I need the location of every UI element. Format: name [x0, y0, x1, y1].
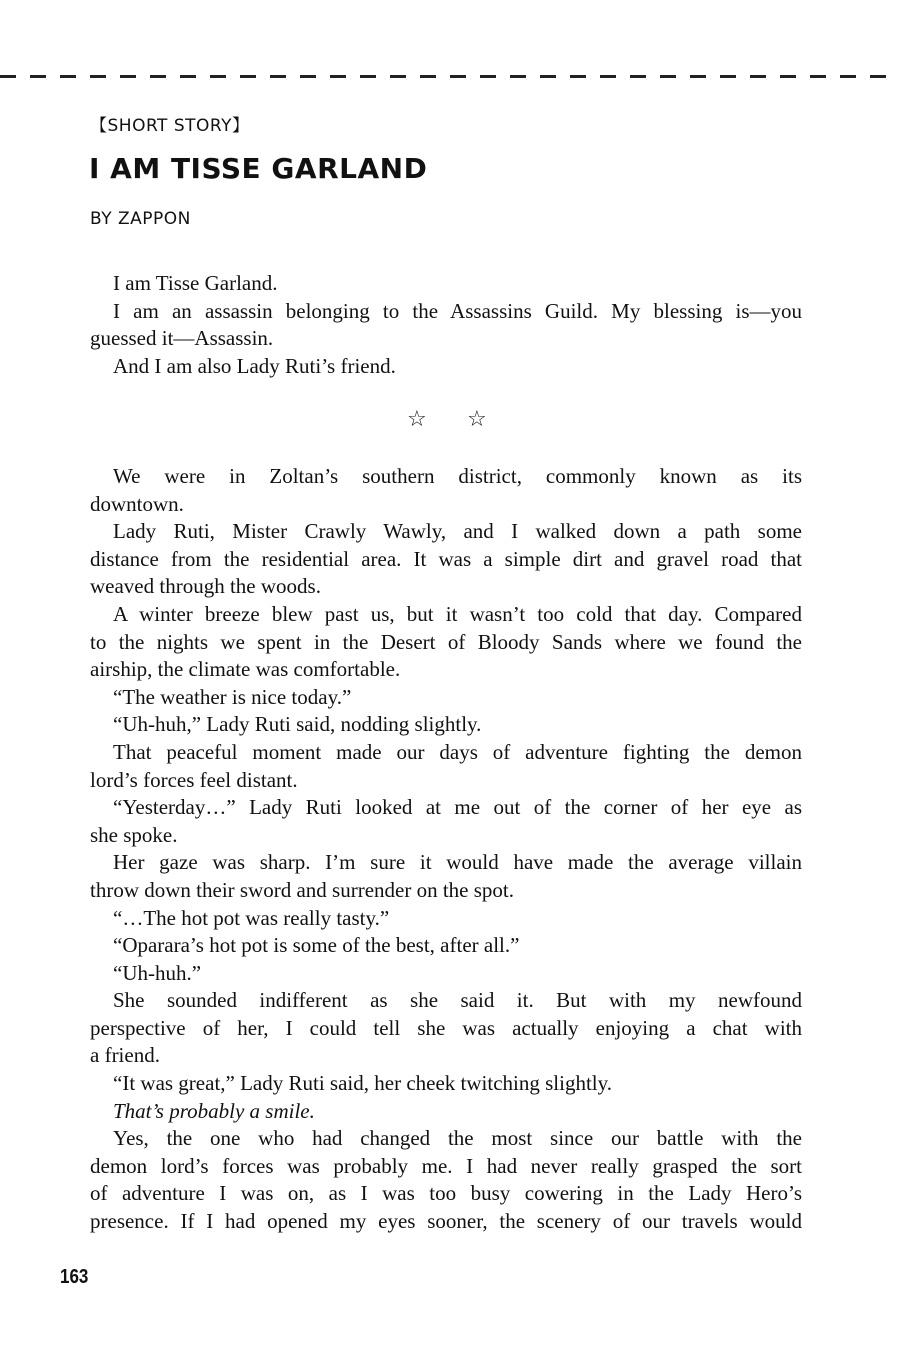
- text-line: weaved through the woods.: [90, 574, 321, 599]
- story-author: BY ZAPPON: [90, 209, 191, 229]
- text-line: she spoke.: [90, 822, 178, 847]
- text-line: to the nights we spent in the Desert of Bloody Sands where we found the: [90, 629, 802, 654]
- paragraph: [90, 711, 802, 739]
- text-line: Lady Ruti, Mister Crawly Wawly, and I walked down a path some: [113, 519, 802, 544]
- paragraph: [90, 739, 802, 794]
- scene-break: [407, 407, 527, 432]
- text-line: “It was great,” Lady Ruti said, her cheek twitching slightly.: [113, 1071, 612, 1096]
- paragraph: [90, 794, 802, 849]
- text-line: That’s probably a smile.: [113, 1098, 315, 1123]
- text-line: “Uh-huh.”: [113, 960, 202, 985]
- page-number: 163: [60, 1266, 89, 1288]
- paragraph: [90, 353, 802, 381]
- text-line: “Oparara’s hot pot is some of the best, after all.”: [113, 933, 520, 958]
- text-line: She sounded indifferent as she said it. But with my newfound: [113, 988, 802, 1013]
- paragraph: [90, 298, 802, 353]
- paragraph: [90, 960, 802, 988]
- text-line: a friend.: [90, 1043, 160, 1068]
- paragraph: [90, 601, 802, 684]
- text-line: “Uh-huh,” Lady Ruti said, nodding slightly.: [113, 712, 482, 737]
- star-icon: ☆: [467, 407, 487, 432]
- text-line: airship, the climate was comfortable.: [90, 657, 401, 682]
- paragraph: [90, 932, 802, 960]
- paragraph: [90, 1125, 802, 1235]
- paragraph: [90, 518, 802, 601]
- text-line: Yes, the one who had changed the most since our battle with the: [113, 1126, 802, 1151]
- paragraph: [90, 1098, 802, 1126]
- text-line: lord’s forces feel distant.: [90, 767, 298, 792]
- text-line: downtown.: [90, 491, 184, 516]
- section-label: 【SHORT STORY】: [90, 116, 250, 136]
- text-line: “Yesterday…” Lady Ruti looked at me out of the corner of her eye as: [113, 795, 802, 820]
- text-line: throw down their sword and surrender on the spot.: [90, 877, 514, 902]
- text-line: perspective of her, I could tell she was actually enjoying a chat with: [90, 1015, 802, 1040]
- text-line: distance from the residential area. It was a simple dirt and gravel road that: [90, 546, 802, 571]
- paragraph: [90, 849, 802, 904]
- text-line: guessed it—Assassin.: [90, 326, 274, 351]
- story-text-main: [90, 463, 802, 1236]
- paragraph: [90, 684, 802, 712]
- text-line: demon lord’s forces was probably me. I had never really grasped the sort: [90, 1153, 802, 1178]
- dashed-divider: [0, 75, 900, 78]
- text-line: of adventure I was on, as I was too busy cowering in the Lady Hero’s: [90, 1181, 802, 1206]
- paragraph: [90, 1070, 802, 1098]
- text-line: A winter breeze blew past us, but it wasn’t too cold that day. Compared: [113, 601, 802, 626]
- paragraph: [90, 463, 802, 518]
- text-line: I am Tisse Garland.: [113, 271, 278, 295]
- text-line: I am an assassin belonging to the Assassins Guild. My blessing is—you: [113, 298, 802, 323]
- text-line: “The weather is nice today.”: [113, 684, 352, 709]
- paragraph: [90, 987, 802, 1070]
- story-title: I AM TISSE GARLAND: [89, 152, 428, 185]
- text-line: We were in Zoltan’s southern district, commonly known as its: [113, 464, 802, 488]
- text-line: presence. If I had opened my eyes sooner, the scenery of our travels would: [90, 1209, 802, 1234]
- text-line: Her gaze was sharp. I’m sure it would have made the average villain: [113, 850, 802, 875]
- paragraph: [90, 270, 802, 298]
- text-line: “…The hot pot was really tasty.”: [113, 905, 390, 930]
- paragraph: [90, 905, 802, 933]
- text-line: That peaceful moment made our days of adventure fighting the demon: [113, 739, 802, 764]
- star-icon: ☆: [407, 407, 427, 432]
- text-line: And I am also Lady Ruti’s friend.: [113, 353, 396, 378]
- story-text-intro: [90, 270, 802, 380]
